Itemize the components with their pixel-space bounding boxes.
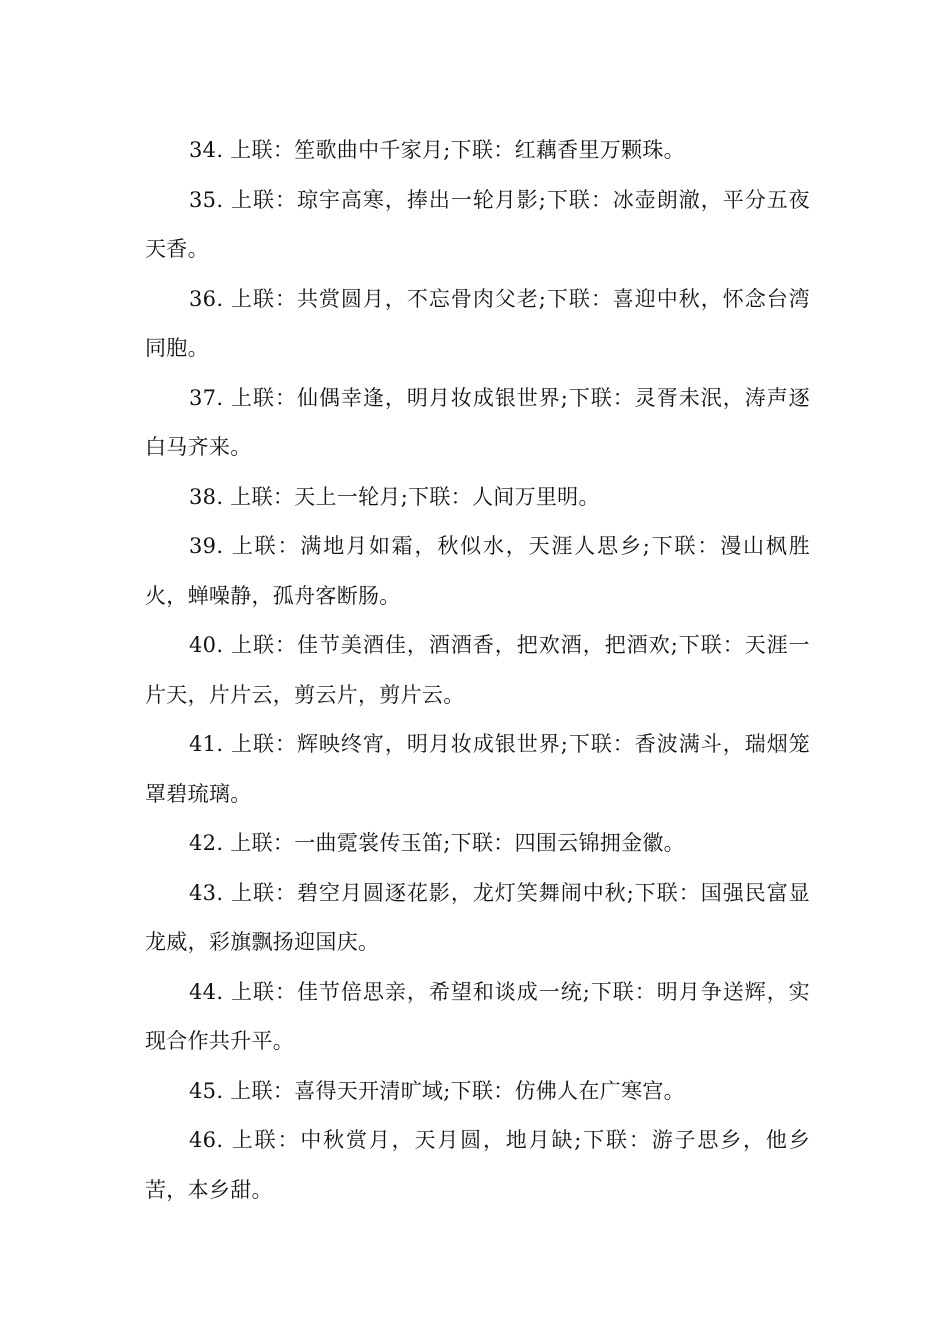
couplet-item: [145, 1116, 810, 1215]
couplet-number: 43.: [189, 880, 224, 905]
couplet-item: [145, 869, 810, 968]
couplet-item: [145, 473, 810, 523]
couplet-number: 38.: [189, 484, 224, 509]
couplet-item: [145, 1067, 810, 1117]
couplet-number: 40.: [189, 633, 224, 657]
couplet-text: 上联：中秋赏月，天月圆，地月缺;下联：游子思乡，他乡苦，本乡甜。: [145, 1128, 810, 1202]
couplet-text: 上联：共赏圆月，不忘骨肉父老;下联：喜迎中秋，怀念台湾同胞。: [145, 286, 810, 360]
couplet-item: [145, 720, 810, 819]
couplet-text: 上联：碧空月圆逐花影，龙灯笑舞闹中秋;下联：国强民富显龙威，彩旗飘扬迎国庆。: [145, 880, 810, 954]
couplet-number: 35.: [189, 187, 224, 212]
couplet-text: 上联：辉映终宵，明月妆成银世界;下联：香波满斗，瑞烟笼罩碧琉璃。: [145, 732, 810, 806]
couplet-text: 上联：琼宇高寒，捧出一轮月影;下联：冰壶朗澈，平分五夜天香。: [145, 187, 810, 261]
couplet-number: 34.: [189, 138, 224, 162]
couplet-number: 45.: [189, 1078, 224, 1103]
couplet-text: 上联：一曲霓裳传玉笛;下联：四围云锦拥金徽。: [230, 831, 685, 855]
couplet-text: 上联：佳节倍思亲，希望和谈成一统;下联：明月争送辉，实现合作共升平。: [145, 979, 810, 1053]
couplet-text: 上联：满地月如霜，秋似水，天涯人思乡;下联：漫山枫胜火，蝉噪静，孤舟客断肠。: [145, 534, 810, 608]
couplet-number: 39.: [189, 534, 224, 558]
couplet-list: [145, 126, 810, 1215]
couplet-item: [145, 176, 810, 275]
couplet-item: [145, 374, 810, 473]
couplet-text: 上联：天上一轮月;下联：人间万里明。: [230, 484, 600, 509]
couplet-item: [145, 126, 810, 176]
couplet-item: [145, 522, 810, 621]
couplet-item: [145, 819, 810, 869]
couplet-item: [145, 275, 810, 374]
couplet-number: 37.: [189, 385, 224, 410]
couplet-text: 上联：仙偶幸逢，明月妆成银世界;下联：灵胥未泯，涛声逐白马齐来。: [145, 385, 810, 459]
couplet-item: [145, 968, 810, 1067]
couplet-number: 41.: [189, 732, 224, 756]
couplet-number: 42.: [189, 831, 224, 855]
couplet-text: 上联：佳节美酒佳，酒酒香，把欢酒，把酒欢;下联：天涯一片天，片片云，剪云片，剪片云。: [145, 633, 810, 707]
couplet-text: 上联：喜得天开清旷域;下联：仿佛人在广寒宫。: [230, 1078, 685, 1103]
couplet-number: 36.: [189, 286, 224, 311]
couplet-number: 46.: [189, 1128, 224, 1152]
couplet-number: 44.: [189, 979, 224, 1004]
couplet-text: 上联：笙歌曲中千家月;下联：红藕香里万颗珠。: [230, 138, 685, 162]
couplet-item: [145, 621, 810, 720]
